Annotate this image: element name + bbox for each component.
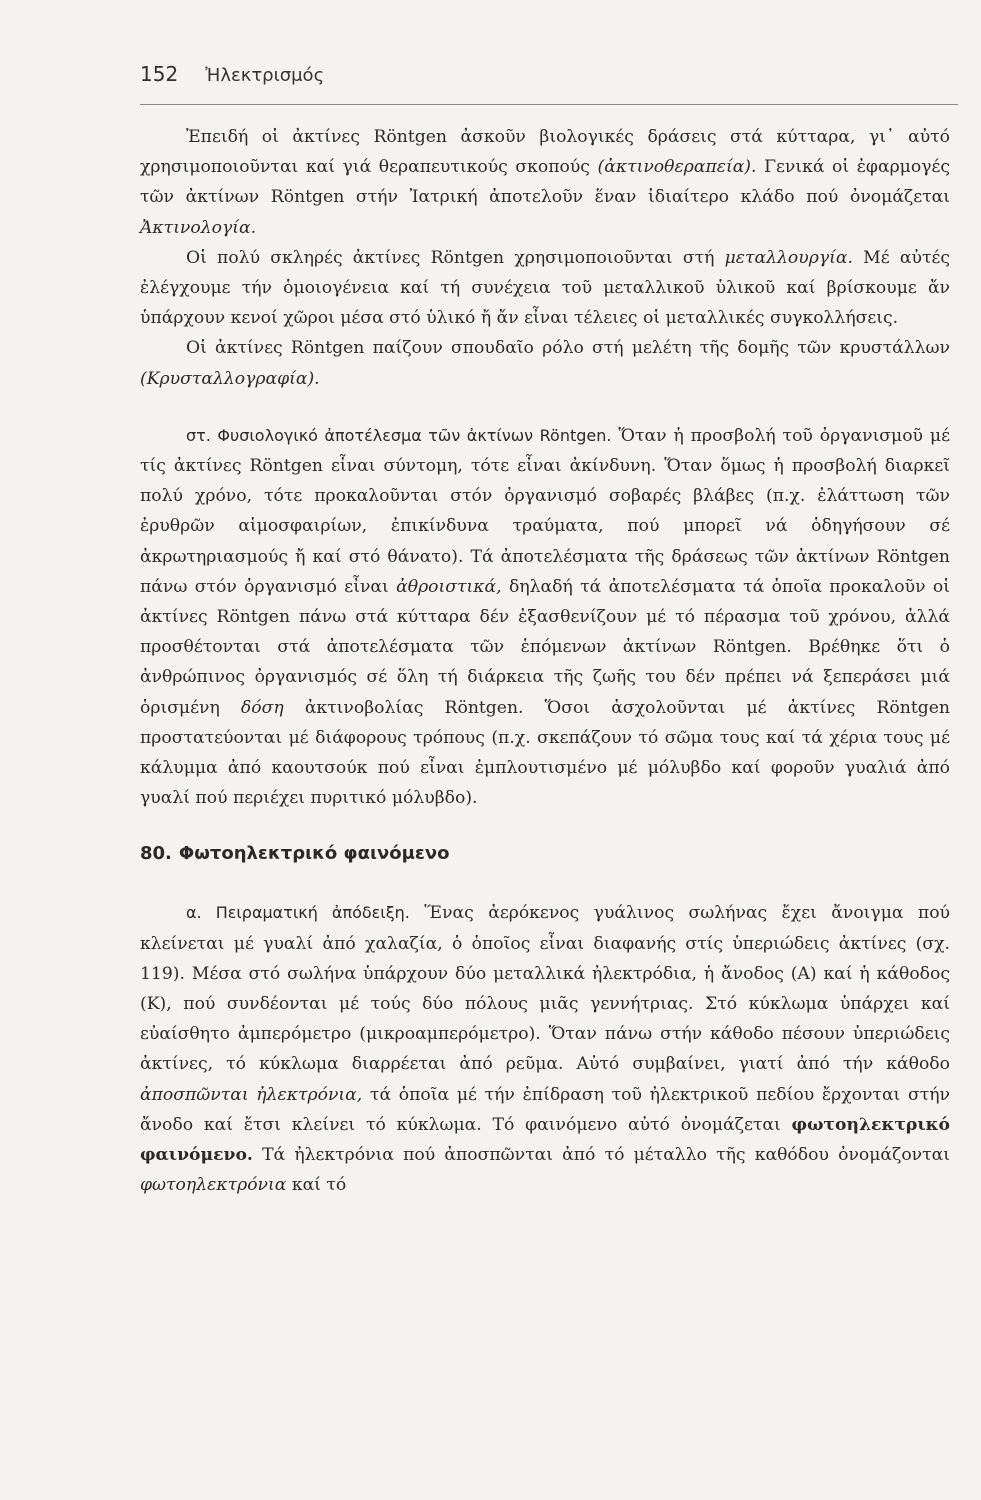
paragraph-crystallography (140, 333, 950, 393)
paragraph-text: δηλαδή τά ἀποτελέσματα τά ὁποῖα προκαλοῦν οἱ ἀκτίνες Röntgen πάνω στά κύτταρα δέν ἐξασθενίζουν μέ τό πέρασμα τοῦ χρόνου, ἀλλά προσθέτονται στά ἀποτελέσματα τῶν ἑπόμενων ἀκτίνων Röntgen. Βρέθηκε ὅτι ὁ ἀνθρώπινος ὀργανισμός σέ ὅλη τή διάρκεια τῆς ζωῆς του δέν πρέπει νά ξεπεράσει μιά ὁρισμένη (140, 576, 950, 718)
term-radiotherapy: (ἀκτινοθεραπεία). (597, 157, 757, 178)
paragraph-text: Ἕνας ἀερόκενος γυάλινος σωλήνας ἔχει ἄνοιγμα πού κλείνεται μέ γυαλί ἀπό χαλαζία, ὁ ὁποῖος εἶναι διαφανής στίς ὑπεριώδεις ἀκτίνες (σχ. 119). Μέσα στό σωλήνα ὑπάρχουν δύο μεταλλικά ἠλεκτρόδια, ἡ ἄνοδος (Α) καί ἡ κάθοδος (Κ), πού συνδέονται μέ τούς δύο πόλους μιᾶς γεννήτριας. Στό κύκλωμα ὑπάρχει καί εὐαίσθητο ἀμπερόμετρο (μικροαμπερόμετρο). Ὅταν πάνω στήν κάθοδο πέσουν ὑπεριώδεις ἀκτίνες, τό κύκλωμα διαρρέεται ἀπό ρεῦμα. Αὐτό συμβαίνει, γιατί ἀπό τήν κάθοδο (140, 903, 950, 1075)
paragraph-text: ἀκτινοβολίας Röntgen. Ὅσοι ἀσχολοῦνται μέ ἀκτίνες Röntgen προστατεύονται μέ διάφορους τρόπους (π.χ. σκεπάζουν τό σῶμα τους καί τά χέρια τους μέ κάλυμμα ἀπό καουτσούκ πού εἶναι ἐμπλουτισμένο μέ μόλυβδο καί φοροῦν γυαλιά ἀπό γυαλί πού περιέχει πυριτικό μόλυβδο). (140, 697, 950, 809)
page-header (140, 62, 955, 86)
page-number: 152 (140, 62, 179, 86)
paragraph-text: Ἐπειδή οἱ ἀκτίνες Röntgen ἀσκοῦν βιολογικές δράσεις στά κύτταρα, γι᾽ αὐτό χρησιμοποιοῦνται καί γιά θεραπευτικούς σκοπούς (140, 127, 950, 178)
paragraph-metallurgy (140, 243, 950, 334)
section-title: Φωτοηλεκτρικό φαινόμενο (178, 843, 450, 865)
paragraph-text: Μέ αὐτές ἐλέγχουμε τήν ὁμοιογένεια καί τή συνέχεια τοῦ μεταλλικοῦ ὑλικοῦ καί βρίσκουμε ἄν ὑπάρχουν κενοί χῶροι μέσα στό ὑλικό ἤ ἄν εἶναι τέλειες οἱ μεταλλικές συγκολλήσεις. (140, 247, 950, 329)
paragraph-text: τά ὁποῖα μέ τήν ἐπίδραση τοῦ ἠλεκτρικοῦ πεδίου ἔρχονται στήν ἄνοδο καί ἔτσι κλείνει τό κύκλωμα. Τό φαινόμενο αὐτό ὀνομάζεται (140, 1084, 950, 1135)
section-heading (140, 839, 950, 869)
paragraph-experimental-proof (140, 898, 950, 1200)
paragraph-spacer (140, 394, 950, 421)
paragraph-radiotherapy (140, 122, 950, 243)
header-rule (140, 104, 958, 105)
paragraph-physiological-effect (140, 421, 950, 814)
running-title: Ἠλεκτρισμός (205, 65, 325, 86)
paragraph-text: Ὅταν ἡ προσβολή τοῦ ὀργανισμοῦ μέ τίς ἀκτίνες Röntgen εἶναι σύντομη, τότε εἶναι ἀκίνδυνη. Ὅταν ὅμως ἡ προσβολή διαρκεῖ πολύ χρόνο, τότε προκαλοῦνται στόν ὀργανισμό σοβαρές βλάβες (π.χ. ἐλάττωση τῶν ἐρυθρῶν αἱμοσφαιρίων, ἐπικίνδυνα τραύματα, πού μπορεῖ νά ὁδηγήσουν σέ ἀκρωτηριασμούς ἤ καί στό θάνατο). Τά ἀποτελέσματα τῆς δράσεως τῶν ἀκτίνων Röntgen πάνω στόν ὀργανισμό εἶναι (140, 425, 951, 597)
section-number: 80. (140, 843, 172, 865)
subheading-experimental-proof: α. Πειραματική ἀπόδειξη. (186, 903, 410, 923)
paragraph-text: Γενικά οἱ ἐφαρμογές τῶν ἀκτίνων Röntgen στήν Ἰατρική ἀποτελοῦν ἕναν ἰδιαίτερο κλάδο πού ὀνομάζεται (140, 157, 951, 208)
term-emitted-electrons: ἀποσπῶνται ἠλεκτρόνια, (140, 1084, 363, 1105)
term-metallurgy: μεταλλουργία. (724, 247, 853, 268)
paragraph-text: Τά ἠλεκτρόνια πού ἀποσπῶνται ἀπό τό μέταλλο τῆς καθόδου ὀνομάζονται (252, 1145, 950, 1166)
page-body (140, 122, 950, 1201)
term-crystallography: (Κρυσταλλογραφία). (140, 368, 320, 389)
paragraph-text: Οἱ πολύ σκληρές ἀκτίνες Röntgen χρησιμοποιοῦνται στή (186, 247, 725, 268)
term-photoelectric-effect: φωτοηλεκτρικό φαινόμενο. (140, 1114, 950, 1166)
paragraph-text: καί τό (286, 1175, 347, 1196)
term-cumulative: ἀθροιστικά, (396, 576, 502, 597)
term-radiology: Ἀκτινολογία. (140, 217, 257, 238)
subheading-physiological-effect: στ. Φυσιολογικό ἀποτέλεσμα τῶν ἀκτίνων Röntgen. (186, 425, 612, 445)
term-dose: δόση (240, 697, 284, 718)
paragraph-text: Οἱ ἀκτίνες Röntgen παίζουν σπουδαῖο ρόλο στή μελέτη τῆς δομῆς τῶν κρυστάλλων (186, 338, 950, 359)
term-photoelectrons: φωτοηλεκτρόνια (140, 1175, 287, 1196)
